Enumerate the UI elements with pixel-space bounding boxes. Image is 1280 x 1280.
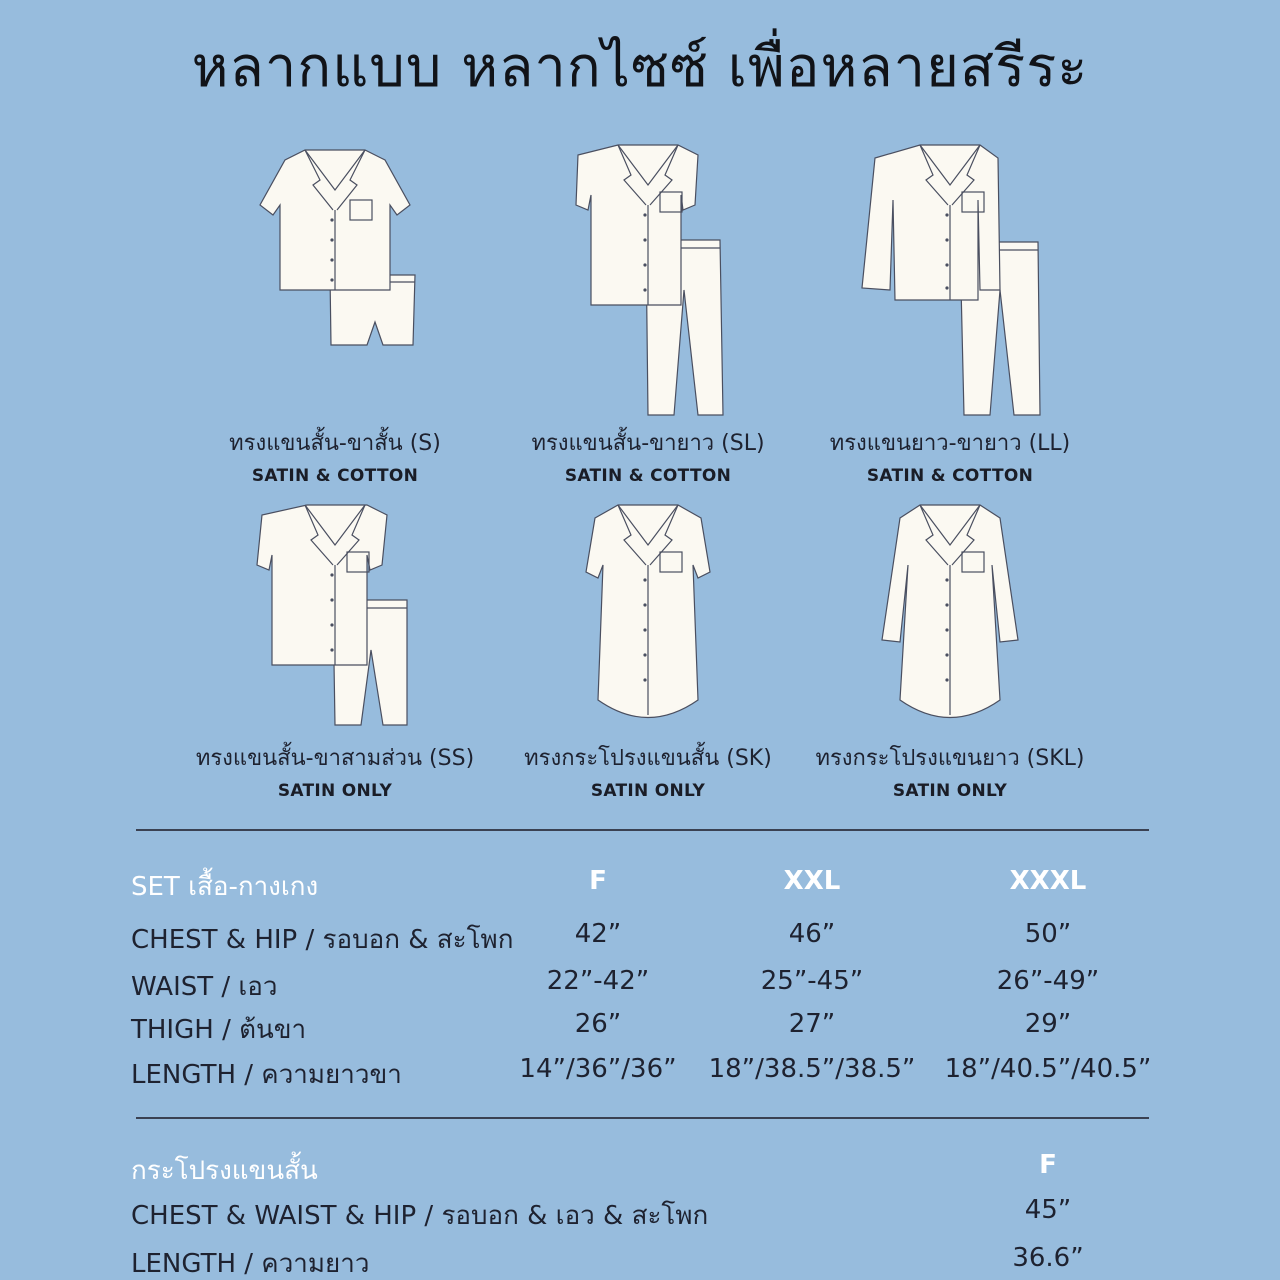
style-fabric: SATIN & COTTON — [866, 466, 1034, 486]
table-cell: 42” — [574, 919, 622, 949]
style-name: ทรงกระโปรงแขนยาว (SKL) — [815, 746, 1085, 771]
style-name: ทรงแขนยาว-ขายาว (LL) — [829, 431, 1071, 456]
style-name: ทรงกระโปรงแขนสั้น (SK) — [524, 746, 772, 771]
style-card-sl — [498, 140, 798, 486]
table-cell: 36.6” — [1012, 1243, 1084, 1273]
style-card-skl — [800, 500, 1100, 801]
table-cell: 50” — [1024, 919, 1072, 949]
style-fabric: SATIN & COTTON — [564, 466, 732, 486]
row-label: LENGTH / ความยาวขา — [131, 1060, 402, 1090]
table-cell: 45” — [1024, 1195, 1072, 1225]
row-label: THIGH / ต้นขา — [131, 1015, 307, 1045]
style-card-ll — [800, 140, 1100, 486]
short-sleeve-dress-icon — [498, 500, 798, 740]
row-label: LENGTH / ความยาว — [131, 1249, 370, 1279]
style-name: ทรงแขนสั้น-ขาสั้น (S) — [229, 431, 441, 456]
short-sleeve-long-pants-set-icon — [498, 140, 798, 425]
table-cell: 14”/36”/36” — [519, 1054, 677, 1084]
table-cell: 18”/40.5”/40.5” — [944, 1054, 1152, 1084]
table-cell: 22”-42” — [546, 966, 650, 996]
style-name: ทรงแขนสั้น-ขายาว (SL) — [531, 431, 765, 456]
table-cell: 46” — [788, 919, 836, 949]
style-card-sk — [498, 500, 798, 801]
style-card-ss — [185, 500, 485, 801]
row-label: WAIST / เอว — [131, 972, 278, 1002]
long-sleeve-long-pants-set-icon — [800, 140, 1100, 425]
size-header: XXXL — [1009, 866, 1087, 896]
divider — [136, 1117, 1149, 1119]
set-table-header: SET เสื้อ-กางเกง — [131, 872, 319, 902]
row-label: CHEST & HIP / รอบอก & สะโพก — [131, 925, 514, 955]
page-title: หลากแบบ หลากไซซ์ เพื่อหลายสรีระ — [191, 35, 1089, 100]
long-sleeve-dress-icon — [800, 500, 1100, 740]
table-cell: 27” — [788, 1009, 836, 1039]
style-fabric: SATIN ONLY — [892, 781, 1008, 801]
table-cell: 29” — [1024, 1009, 1072, 1039]
style-name: ทรงแขนสั้น-ขาสามส่วน (SS) — [195, 746, 475, 771]
style-card-s — [185, 140, 485, 486]
row-label: CHEST & WAIST & HIP / รอบอก & เอว & สะโพก — [131, 1201, 709, 1231]
table-cell: 26”-49” — [996, 966, 1100, 996]
table-cell: 25”-45” — [760, 966, 864, 996]
divider — [136, 829, 1149, 831]
dress-table-header: กระโปรงแขนสั้น — [131, 1156, 318, 1186]
style-fabric: SATIN & COTTON — [251, 466, 419, 486]
table-cell: 26” — [574, 1009, 622, 1039]
size-header: F — [1039, 1150, 1057, 1180]
size-header: F — [589, 866, 607, 896]
style-fabric: SATIN ONLY — [590, 781, 706, 801]
style-fabric: SATIN ONLY — [277, 781, 393, 801]
short-sleeve-shorts-set-icon — [185, 140, 485, 425]
table-cell: 18”/38.5”/38.5” — [708, 1054, 916, 1084]
size-header: XXL — [783, 866, 841, 896]
short-sleeve-capri-set-icon — [185, 500, 485, 740]
